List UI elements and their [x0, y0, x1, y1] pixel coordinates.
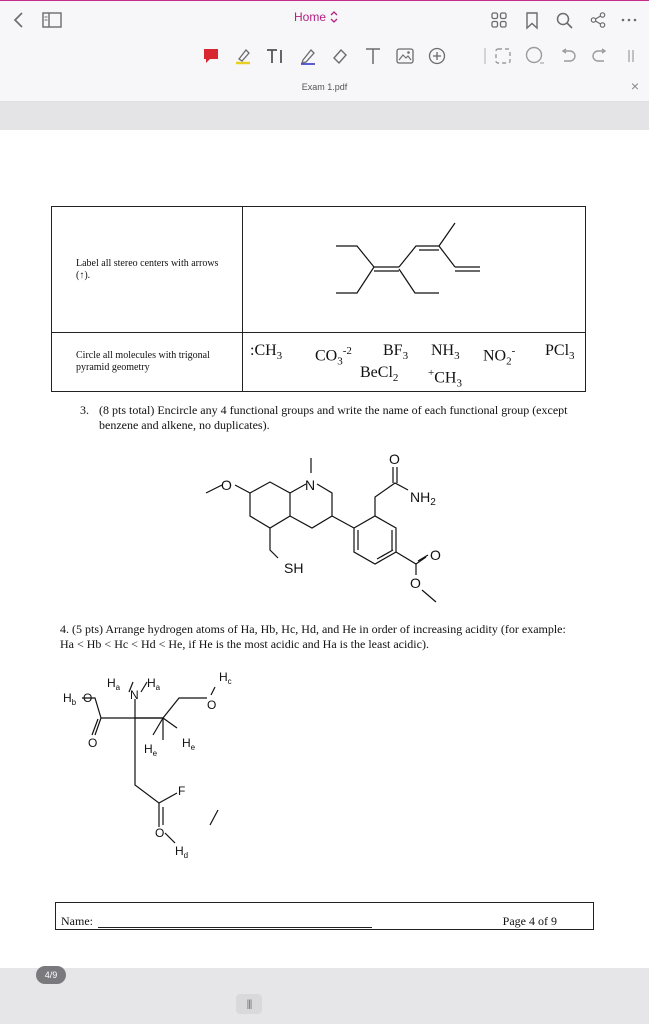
page-gap	[0, 102, 649, 130]
formula-nh3: $NH_3$	[431, 342, 460, 363]
formula-list	[243, 334, 585, 390]
question-3-text: (8 pts total) Encircle any 4 functional groups and write the name of each functional group (except benzene and alkene, no duplicates).	[99, 403, 568, 432]
page-number: Page 4 of 9	[502, 914, 557, 928]
q4-nitrogen-label: N	[130, 688, 139, 702]
page-footer	[55, 902, 594, 930]
formula-becl2: BeCl$_2$	[360, 364, 399, 385]
text-tool-icon[interactable]	[362, 45, 384, 67]
page-indicator-badge[interactable]: 4/9	[36, 966, 66, 984]
name-blank-line	[98, 927, 372, 928]
divider-icon	[480, 45, 490, 67]
annotation-toolbar	[0, 38, 649, 74]
q4-carboxyl-oxygen-label: O	[83, 691, 93, 705]
undo-icon[interactable]	[557, 45, 579, 67]
formula-ch3-cation: $^+CH_3$	[428, 367, 462, 390]
search-icon[interactable]	[553, 9, 575, 31]
q3-ester-ether-oxygen-label: O	[410, 575, 421, 591]
q3-carbonyl-oxygen-label: O	[389, 451, 400, 467]
top-bar	[0, 0, 649, 38]
thumbnails-icon[interactable]	[488, 9, 510, 31]
toolbar-collapse-icon[interactable]	[622, 45, 640, 67]
table-cell-label	[52, 207, 243, 333]
eraser-icon[interactable]	[329, 45, 351, 67]
text-highlight-icon[interactable]	[264, 45, 288, 67]
add-icon[interactable]	[426, 45, 448, 67]
image-tool-icon[interactable]	[394, 45, 416, 67]
table-cell-structure	[243, 207, 586, 333]
share-icon[interactable]	[587, 9, 609, 31]
pen-icon[interactable]	[297, 45, 319, 67]
q4-ether-oxygen-label: O	[155, 826, 165, 840]
q3-ester-oxygen-label: O	[430, 547, 441, 563]
formula-co3: $CO_3^{-2}$	[315, 345, 352, 368]
q4-fluorine-label: F	[178, 784, 186, 798]
formula-pcl3: PCl$_3$	[545, 342, 575, 363]
name-label: Name:	[61, 914, 93, 928]
geometry-instruction: Circle all molecules with trigonal pyramid geometry	[76, 350, 210, 373]
close-tab-icon[interactable]: ×	[630, 78, 639, 94]
q4-he-right-label: $H_e$	[182, 736, 196, 752]
q4-molecule-structure	[55, 665, 255, 860]
q3-thiol-label: SH	[284, 560, 304, 576]
q4-hd-label: $H_d$	[175, 844, 189, 860]
q3-nitrogen-label: N	[305, 477, 316, 493]
more-icon[interactable]	[618, 9, 640, 31]
q3-amine-label: $NH_2$	[410, 489, 436, 508]
highlighter-icon[interactable]	[232, 45, 254, 67]
q4-carbonyl-oxygen-label: O	[88, 736, 98, 750]
sidebar-toggle-icon[interactable]	[40, 9, 64, 31]
home-dropdown[interactable]	[294, 10, 338, 24]
q4-hydroxyl-oxygen-label: O	[207, 698, 217, 712]
pdf-page	[0, 130, 649, 968]
table-row-geometry	[52, 333, 586, 392]
q4-ha-left-label: $H_a$	[107, 676, 121, 692]
table-cell-label	[52, 333, 243, 392]
redo-icon[interactable]	[589, 45, 611, 67]
document-tab-title[interactable]: Exam 1.pdf	[301, 82, 348, 92]
question-3-number: 3.	[80, 403, 89, 417]
question-table	[51, 206, 586, 392]
shape-tool-icon[interactable]	[524, 45, 546, 67]
formula-ch3: $:CH_3$	[250, 342, 283, 363]
formula-bf3: $BF_3$	[383, 342, 409, 363]
back-icon[interactable]	[8, 9, 30, 31]
table-row-stereo	[52, 207, 586, 333]
comment-icon[interactable]	[200, 45, 222, 67]
q4-hc-label: $H_c$	[219, 670, 232, 686]
q4-he-left-label: $H_e$	[144, 742, 158, 758]
formula-no2: $NO_2^-$	[483, 345, 516, 368]
home-label: Home	[294, 10, 327, 24]
stereo-instruction: Label all stereo centers with arrows (↑).	[76, 257, 219, 281]
table-cell-formulas	[243, 333, 586, 392]
document-tab-bar	[0, 74, 649, 102]
question-3	[80, 403, 570, 432]
chevron-updown-icon	[330, 11, 338, 23]
q3-molecule-structure	[190, 440, 450, 610]
triene-structure	[243, 207, 583, 327]
bookmark-icon[interactable]	[521, 9, 543, 31]
bottom-area	[0, 968, 649, 1024]
lasso-select-icon[interactable]	[492, 45, 514, 67]
question-4-text: 4. (5 pts) Arrange hydrogen atoms of Ha, Hb, Hc, Hd, and He in order of increasing acidity (for example: Ha < Hb < Hc < Hd < He, if He is the most acidic and Ha is the least acidic).	[60, 622, 566, 651]
scroll-handle[interactable]: |||	[236, 994, 262, 1014]
q4-hb-label: $H_b$	[63, 691, 77, 707]
q3-oxygen-label: O	[221, 477, 232, 493]
q4-ha-right-label: $H_a$	[147, 676, 161, 692]
